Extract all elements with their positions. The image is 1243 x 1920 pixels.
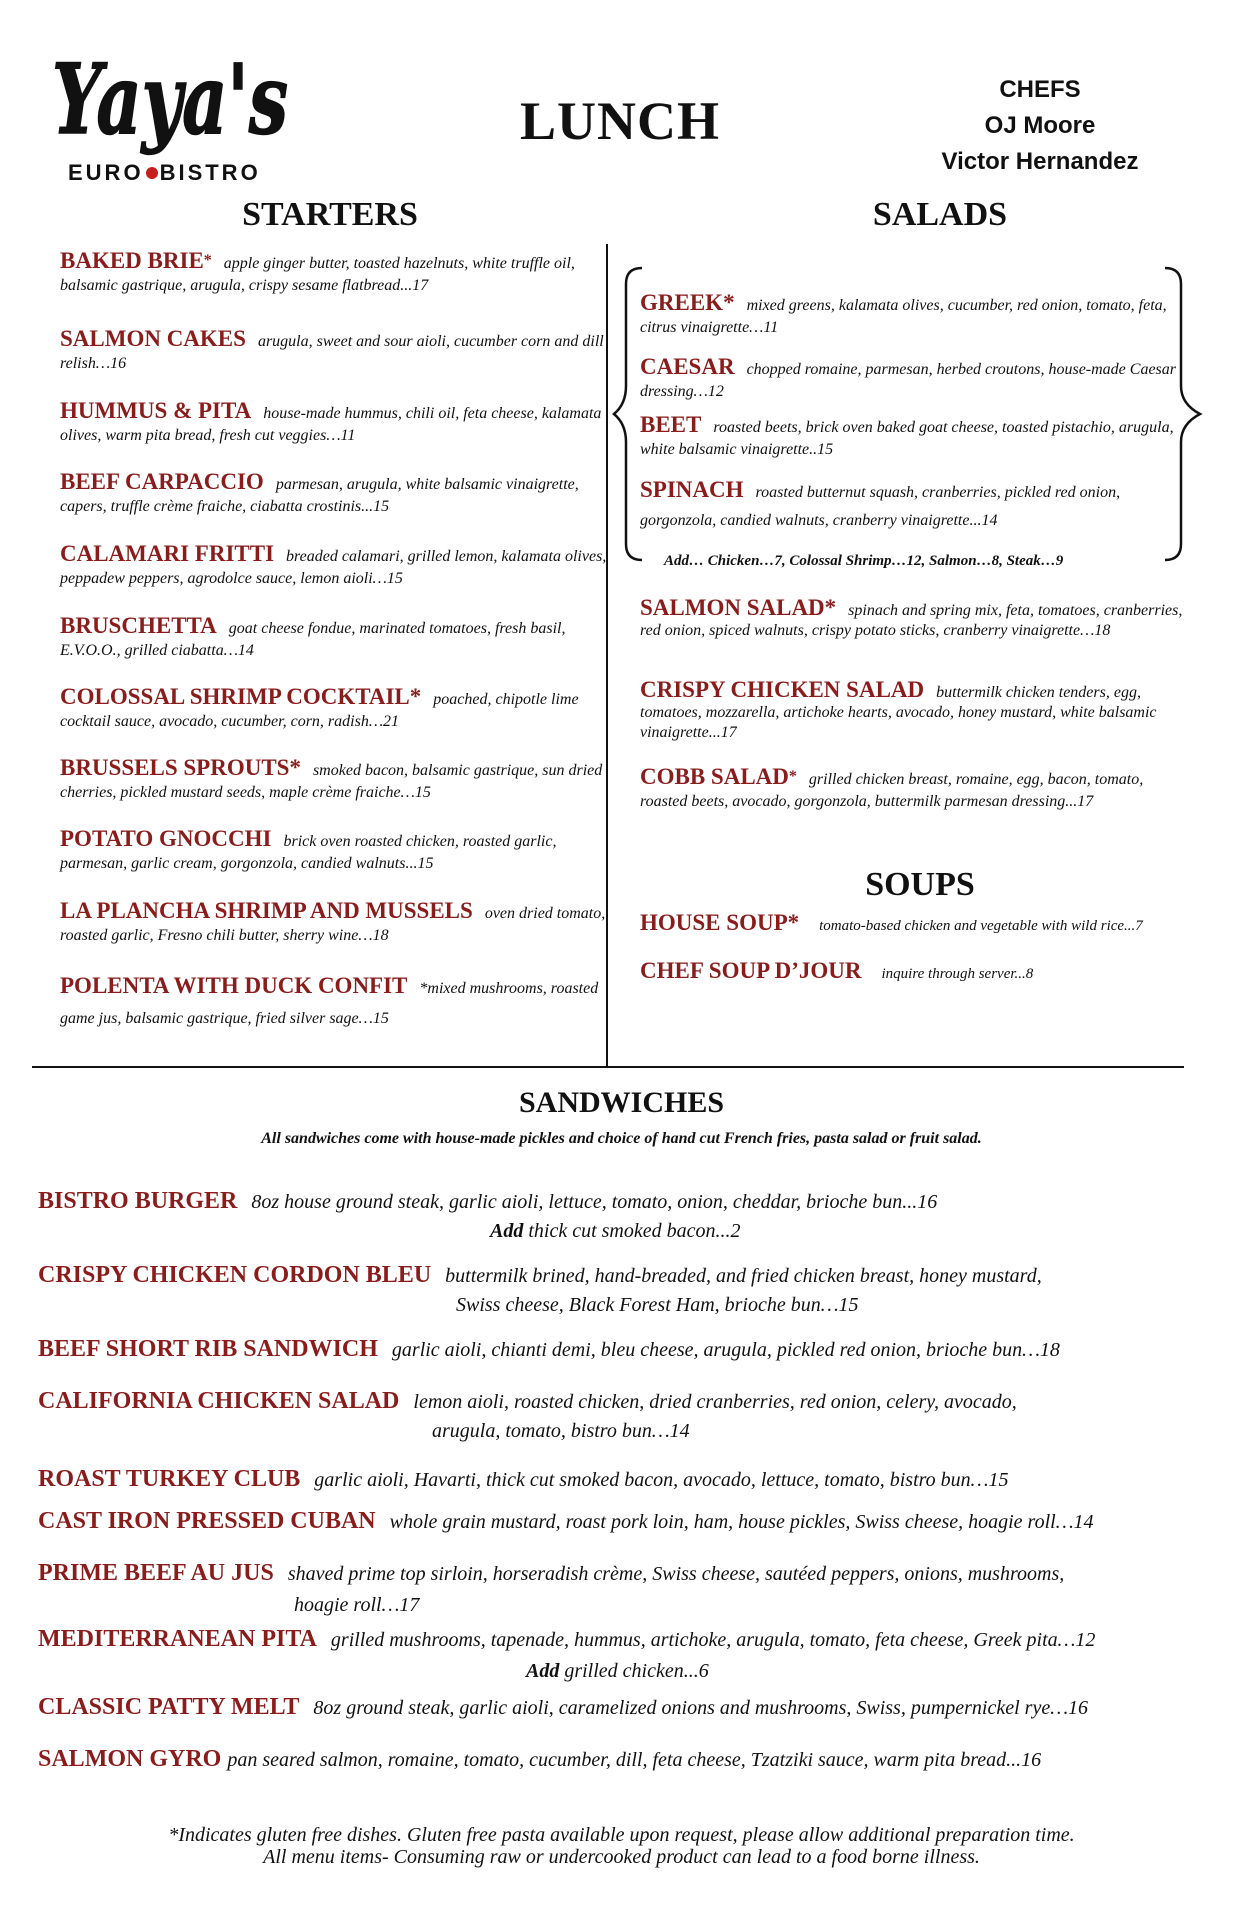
item-desc: shaved prime top sirloin, horseradish crème, Swiss cheese, sautéed peppers, onions, mushrooms, — [287, 1563, 1065, 1585]
sandwich-sub: hoagie roll…17 — [294, 1594, 420, 1616]
chef-name: Victor Hernandez — [941, 148, 1139, 175]
item-desc: grilled chicken breast, romaine, egg, bacon, tomato, roasted beets, avocado, gorgonzola, buttermilk parmesan dressing...17 — [640, 771, 1144, 810]
item-name: BEEF SHORT RIB SANDWICH — [38, 1336, 378, 1362]
item-name: ROAST TURKEY CLUB — [38, 1466, 301, 1492]
salads-heading: SALADS — [872, 196, 1008, 233]
item-name: CAESAR — [640, 354, 735, 379]
item-desc: apple ginger butter, toasted hazelnuts, white truffle oil, balsamic gastrique, arugula, crispy sesame flatbread...17 — [60, 255, 575, 294]
item-desc: mixed greens, kalamata olives, cucumber, red onion, tomato, feta, citrus vinaigrette…11 — [640, 297, 1167, 336]
page-title: LUNCH — [520, 91, 721, 151]
sandwich-item — [38, 1386, 1218, 1417]
salad-item — [640, 356, 1180, 403]
item-name: GREEK* — [640, 290, 735, 315]
sandwich-sub: arugula, tomato, bistro bun…14 — [432, 1420, 690, 1442]
item-name: CHEF SOUP D’JOUR — [640, 958, 862, 983]
soups-heading: SOUPS — [865, 866, 975, 903]
item-name: CAST IRON PRESSED CUBAN — [38, 1508, 376, 1534]
sandwich-item — [38, 1624, 1218, 1655]
item-name: CLASSIC PATTY MELT — [38, 1694, 300, 1720]
item-add-on: grilled chicken...6 — [564, 1660, 709, 1682]
sandwiches-note: All sandwiches come with house-made pickles and choice of hand cut French fries, pasta salad or fruit salad. — [261, 1130, 982, 1147]
item-desc: brick oven roasted chicken, roasted garlic, parmesan, garlic cream, gorgonzola, candied walnuts...15 — [60, 833, 557, 872]
salad-item — [640, 766, 1185, 813]
logo-script — [52, 38, 292, 158]
item-name: BEEF CARPACCIO — [60, 469, 264, 494]
item-name: BISTRO BURGER — [38, 1188, 238, 1214]
item-desc: arugula, sweet and sour aioli, cucumber corn and dill relish…16 — [60, 333, 604, 372]
item-desc: poached, chipotle lime cocktail sauce, avocado, cucumber, corn, radish…21 — [60, 691, 579, 730]
logo-subtitle — [68, 160, 261, 186]
item-desc: oven dried tomato, roasted garlic, Fresno chili butter, sherry wine…18 — [60, 905, 606, 944]
item-name: CRISPY CHICKEN SALAD — [640, 677, 925, 702]
item-name: BAKED BRIE* — [60, 248, 212, 273]
sandwich-item — [38, 1186, 1218, 1217]
salad-add-ons: Add… Chicken…7, Colossal Shrimp…12, Salmon…8, Steak…9 — [664, 553, 1064, 569]
item-name: MEDITERRANEAN PITA — [38, 1626, 317, 1652]
item-desc: 8oz house ground steak, garlic aioli, lettuce, tomato, onion, cheddar, brioche bun...16 — [251, 1191, 938, 1213]
item-name: POTATO GNOCCHI — [60, 826, 272, 851]
item-name: COLOSSAL SHRIMP COCKTAIL* — [60, 684, 422, 709]
starter-item — [60, 400, 616, 447]
item-desc: roasted beets, brick oven baked goat cheese, toasted pistachio, arugula, white balsamic vinaigrette..15 — [640, 419, 1174, 458]
item-name: HUMMUS & PITA — [60, 398, 252, 423]
chefs-block — [920, 72, 1160, 180]
item-desc: grilled mushrooms, tapenade, hummus, artichoke, arugula, tomato, feta cheese, Greek pita…12 — [330, 1629, 1096, 1651]
sandwich-item — [38, 1506, 1218, 1537]
item-desc: house-made hummus, chili oil, feta cheese, kalamata olives, warm pita bread, fresh cut veggies…11 — [60, 405, 602, 444]
sandwich-sub — [490, 1216, 741, 1246]
item-name: CALIFORNIA CHICKEN SALAD — [38, 1388, 400, 1414]
item-desc: buttermilk brined, hand-breaded, and fried chicken breast, honey mustard, — [445, 1265, 1042, 1287]
item-desc: 8oz ground steak, garlic aioli, caramelized onions and mushrooms, Swiss, pumpernickel rye…16 — [313, 1697, 1088, 1719]
soup-item — [640, 912, 1240, 937]
item-name: BRUSSELS SPROUTS* — [60, 755, 301, 780]
starter-item — [60, 250, 616, 297]
salad-item — [640, 595, 1185, 641]
item-name: CALAMARI FRITTI — [60, 541, 275, 566]
starter-item — [60, 328, 616, 375]
item-desc: garlic aioli, Havarti, thick cut smoked bacon, avocado, lettuce, tomato, bistro bun…15 — [314, 1469, 1009, 1491]
item-name: BRUSCHETTA — [60, 613, 217, 638]
item-desc: pan seared salmon, romaine, tomato, cucumber, dill, feta cheese, Tzatziki sauce, warm pita bread...16 — [227, 1749, 1042, 1771]
item-desc: smoked bacon, balsamic gastrique, sun dried cherries, pickled mustard seeds, maple crème fraiche…15 — [60, 762, 603, 801]
item-desc: breaded calamari, grilled lemon, kalamata olives, peppadew peppers, agrodolce sauce, lemon aioli…15 — [60, 548, 607, 587]
starter-item — [60, 615, 616, 662]
item-desc: buttermilk chicken tenders, egg, tomatoes, mozzarella, artichoke hearts, avocado, honey mustard, white balsamic vinaigrette...17 — [640, 684, 1157, 741]
sandwich-item — [38, 1558, 1218, 1589]
item-name: SALMON SALAD* — [640, 595, 837, 620]
add-label: Add — [526, 1660, 560, 1682]
item-name: COBB SALAD* — [640, 764, 797, 789]
starter-item — [60, 686, 616, 733]
item-name: LA PLANCHA SHRIMP AND MUSSELS — [60, 898, 473, 923]
item-name: SALMON CAKES — [60, 326, 246, 351]
item-desc: spinach and spring mix, feta, tomatoes, cranberries, red onion, spiced walnuts, crispy potato sticks, cranberry vinaigrette…18 — [640, 602, 1183, 639]
starter-item — [60, 971, 616, 1034]
starter-item — [60, 900, 616, 947]
starter-item — [60, 757, 616, 804]
footer-gluten-note: *Indicates gluten free dishes. Gluten free pasta available upon request, please allow additional preparation time. — [168, 1824, 1075, 1846]
sandwich-item — [38, 1692, 1218, 1723]
logo-sub-euro: EURO — [68, 160, 144, 185]
item-desc: inquire through server...8 — [881, 966, 1034, 982]
item-name: SALMON GYRO — [38, 1746, 222, 1772]
item-desc: chopped romaine, parmesan, herbed croutons, house-made Caesar dressing…12 — [640, 361, 1176, 400]
starter-item — [60, 828, 616, 875]
item-desc: garlic aioli, chianti demi, bleu cheese, arugula, pickled red onion, brioche bun…18 — [391, 1339, 1060, 1361]
item-desc: lemon aioli, roasted chicken, dried cranberries, red onion, celery, avocado, — [413, 1391, 1017, 1413]
footer-health-note: All menu items- Consuming raw or undercooked product can lead to a food borne illness. — [263, 1846, 980, 1868]
starters-heading: STARTERS — [242, 196, 418, 233]
chefs-label: CHEFS — [999, 76, 1081, 103]
item-name: SPINACH — [640, 477, 744, 502]
starter-item — [60, 543, 616, 590]
item-name: POLENTA WITH DUCK CONFIT — [60, 973, 408, 998]
item-desc: parmesan, arugula, white balsamic vinaigrette, capers, truffle crème fraiche, ciabatta crostinis...15 — [60, 476, 579, 515]
salad-item — [640, 414, 1180, 461]
sandwich-item — [38, 1744, 1218, 1775]
item-desc: goat cheese fondue, marinated tomatoes, fresh basil, E.V.O.O., grilled ciabatta…14 — [60, 620, 566, 659]
salad-item — [640, 476, 1180, 535]
item-desc: tomato-based chicken and vegetable with wild rice...7 — [819, 918, 1143, 934]
add-label: Add — [490, 1220, 524, 1242]
logo-sub-bistro: BISTRO — [159, 160, 261, 185]
item-name: HOUSE SOUP* — [640, 910, 800, 935]
item-desc: roasted butternut squash, cranberries, pickled red onion, gorgonzola, candied walnuts, cranberry vinaigrette...14 — [640, 484, 1121, 529]
item-name: PRIME BEEF AU JUS — [38, 1560, 274, 1586]
item-name: CRISPY CHICKEN CORDON BLEU — [38, 1262, 432, 1288]
logo-dot-icon — [146, 167, 158, 179]
section-divider — [32, 1066, 1184, 1068]
salad-item — [640, 677, 1180, 743]
starter-item — [60, 471, 616, 518]
sandwich-item — [38, 1334, 1218, 1365]
sandwich-item — [38, 1260, 1218, 1291]
logo-script-text: Yaya's — [52, 43, 288, 156]
item-desc: whole grain mustard, roast pork loin, ham, house pickles, Swiss cheese, hoagie roll…14 — [389, 1511, 1094, 1533]
chef-name: OJ Moore — [984, 112, 1096, 139]
salad-item — [640, 292, 1180, 339]
item-name: BEET — [640, 412, 702, 437]
soup-item — [640, 960, 1200, 985]
sandwich-sub — [526, 1656, 709, 1686]
sandwiches-heading: SANDWICHES — [518, 1086, 725, 1119]
sandwich-item — [38, 1464, 1218, 1495]
item-add-on: thick cut smoked bacon...2 — [528, 1220, 741, 1242]
item-desc: *mixed mushrooms, roasted game jus, balsamic gastrique, fried silver sage…15 — [60, 980, 599, 1027]
sandwich-sub: Swiss cheese, Black Forest Ham, brioche bun…15 — [456, 1294, 859, 1316]
